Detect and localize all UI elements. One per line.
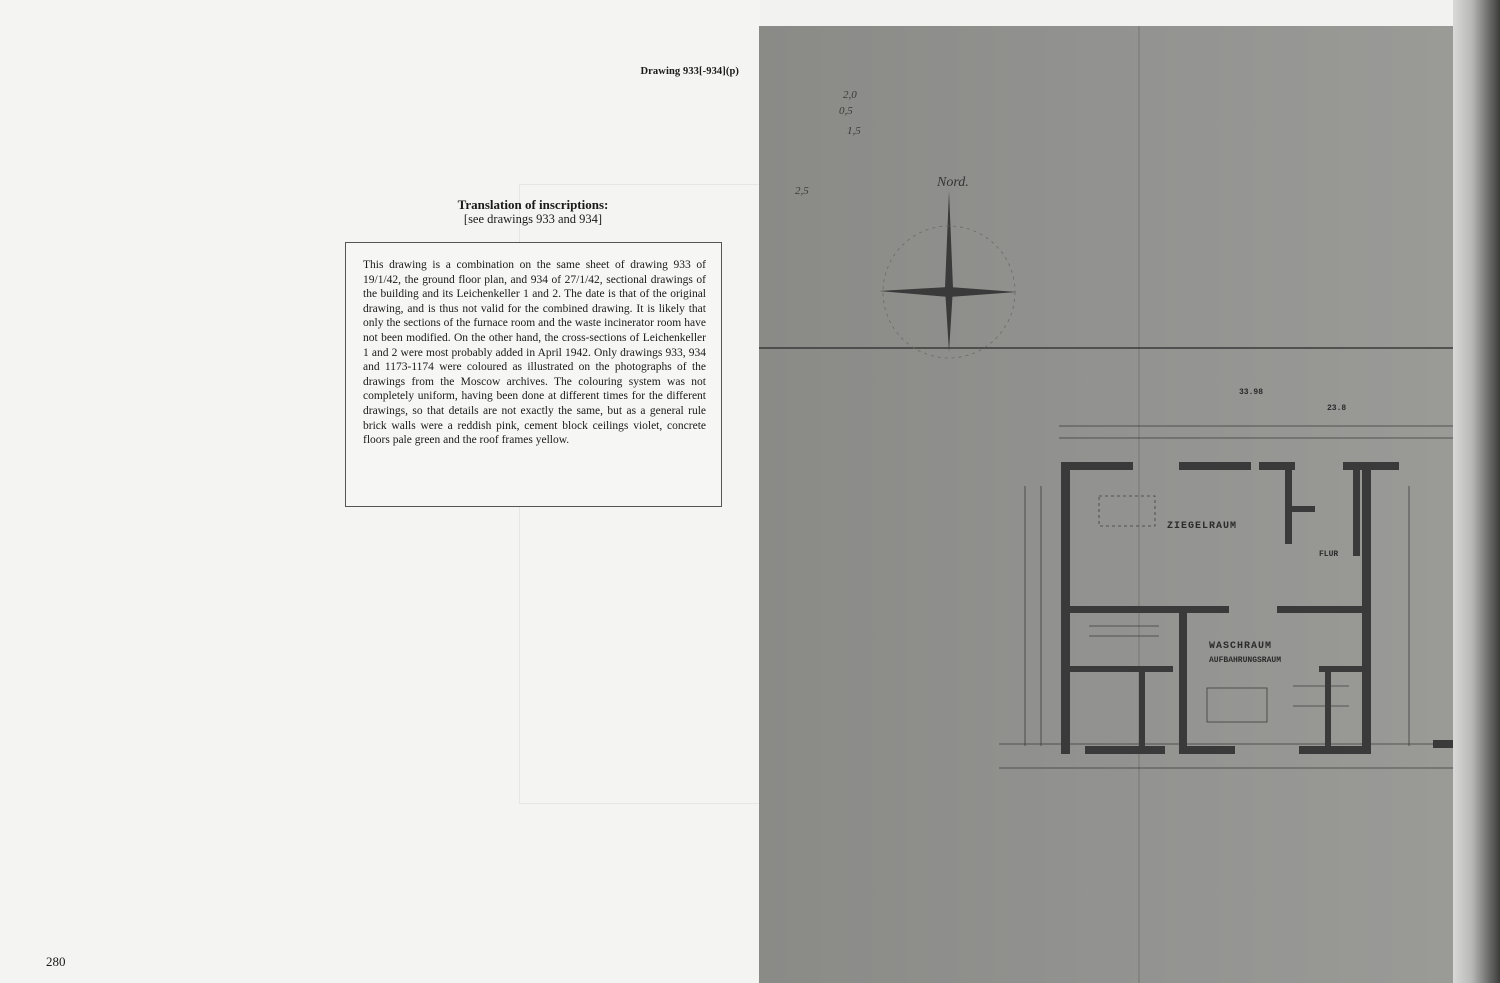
translation-heading bbox=[380, 197, 686, 227]
blueprint-drawing bbox=[759, 26, 1453, 983]
pencil-note: 2,5 bbox=[795, 185, 809, 197]
north-label: Nord. bbox=[937, 175, 969, 190]
room-label-ziegelraum: ZIEGELRAUM bbox=[1167, 521, 1238, 532]
drawing-reference: Drawing 933[-934](p) bbox=[640, 66, 739, 77]
room-label-aufbahrungsraum: AUFBAHRUNGSRAUM bbox=[1209, 656, 1282, 665]
note-box bbox=[345, 242, 722, 507]
room-label-flur: FLUR bbox=[1319, 550, 1339, 559]
page-number: 280 bbox=[46, 954, 66, 969]
paper-background bbox=[759, 26, 1453, 983]
book-gutter-shadow bbox=[1453, 0, 1500, 983]
blueprint-photo bbox=[759, 26, 1453, 983]
dimension-top: 33.98 bbox=[1239, 388, 1264, 397]
pencil-note: 0,5 bbox=[839, 105, 853, 117]
room-label-waschraum: WASCHRAUM bbox=[1209, 641, 1273, 652]
note-text: This drawing is a combination on the same sheet of drawing 933 of 19/1/42, the ground floor plan, and 934 of 27/1/42, sectional drawings of the building and its Leichenkeller 1 and 2. The date is that of the original drawing, and is thus not valid for the combined drawing. It is likely that only the sections of the furnace room and the waste incinerator room have not been modified. On the other hand, the cross-sections of Leichenkeller 1 and 2 were most probably added in April 1942. Only drawings 933, 934 and 1173-1174 were coloured as illustrated on the photographs of the drawings from the Moscow archives. The colouring system was not completely uniform, having been done at different times for the different drawings, so that details are not exactly the same, but as a general rule brick walls were a reddish pink, cement block ceilings violet, concrete floors pale green and the roof frames yellow. bbox=[363, 259, 706, 447]
pencil-note: 2,0 bbox=[843, 89, 857, 101]
pencil-note: 1,5 bbox=[847, 125, 861, 137]
dimension-right: 23.8 bbox=[1327, 404, 1347, 413]
translation-subtitle: [see drawings 933 and 934] bbox=[463, 212, 603, 226]
translation-title: Translation of inscriptions: bbox=[457, 197, 609, 212]
